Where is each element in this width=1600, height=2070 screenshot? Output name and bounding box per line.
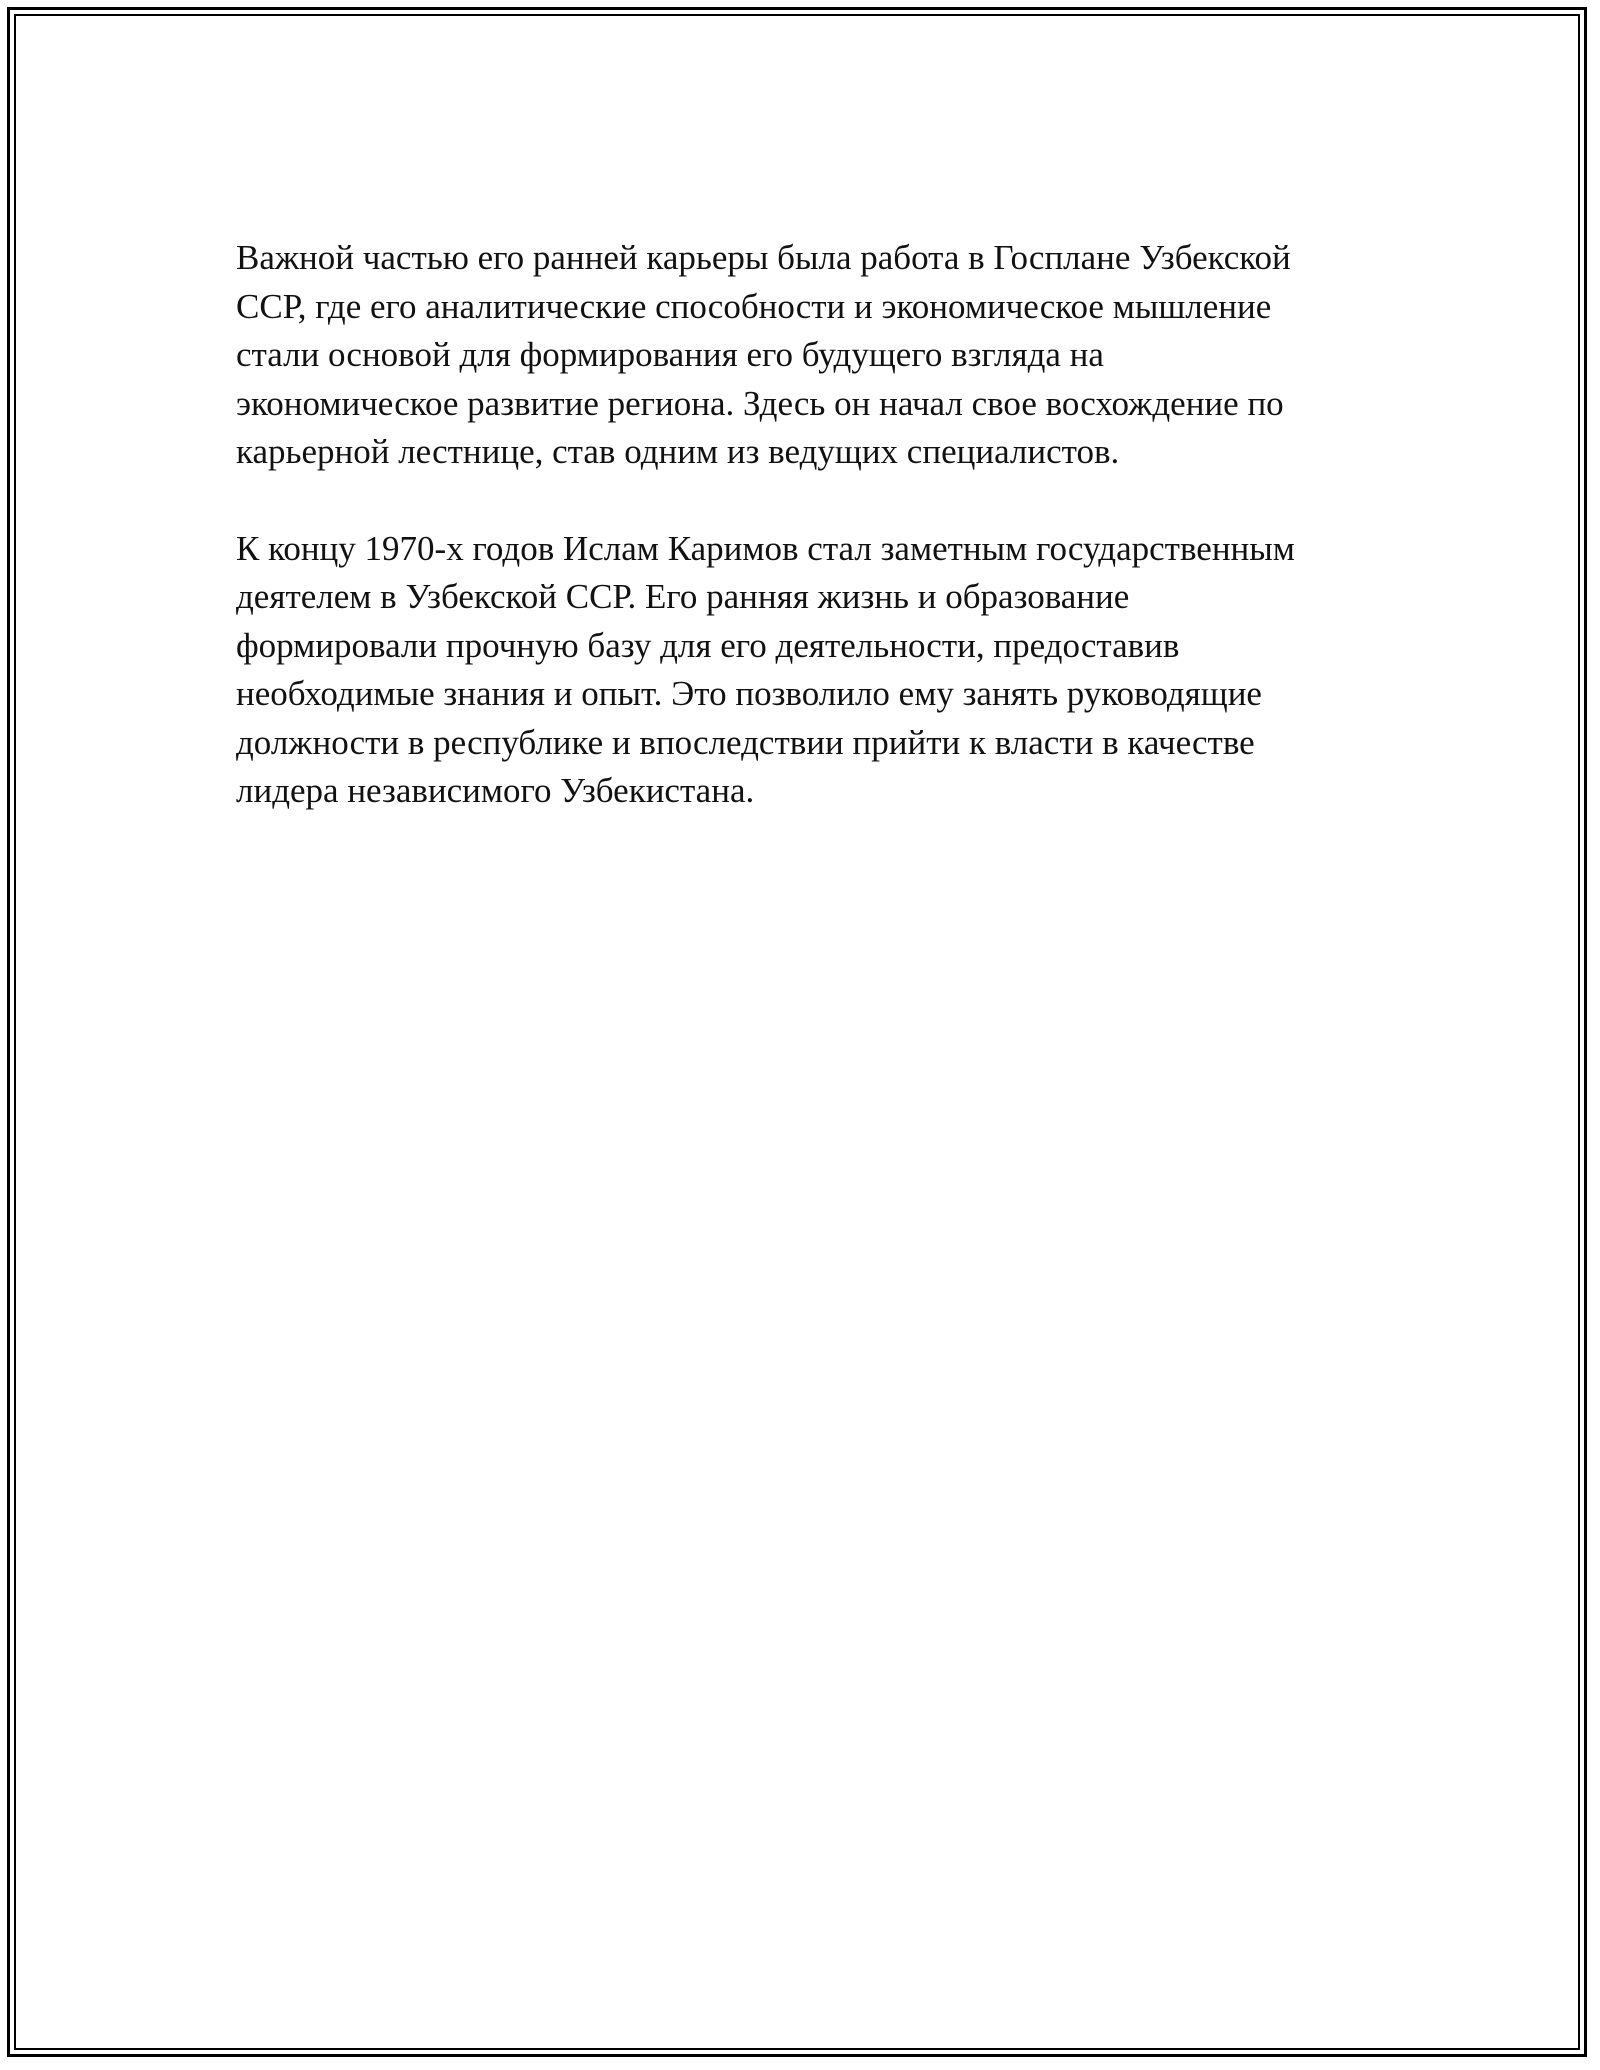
paragraph-1: Важной частью его ранней карьеры была работа в Госплане Узбекской ССР, где его аналитические способности и экономическое мышление стали основой для формирования его будущего взгляда на экономическое развитие региона. Здесь он начал свое восхождение по карьерной лестнице, став одним из ведущих специалистов. bbox=[236, 238, 1291, 471]
document-body bbox=[236, 234, 1366, 864]
paragraph-2: К концу 1970-х годов Ислам Каримов стал заметным государственным деятелем в Узбекской ССР. Его ранняя жизнь и образование формировали прочную базу для его деятельности, предоставив необходимые знания и опыт. Это позволило ему занять руководящие должности в республике и впоследствии прийти к власти в качестве лидера независимого Узбекистана. bbox=[236, 528, 1295, 810]
